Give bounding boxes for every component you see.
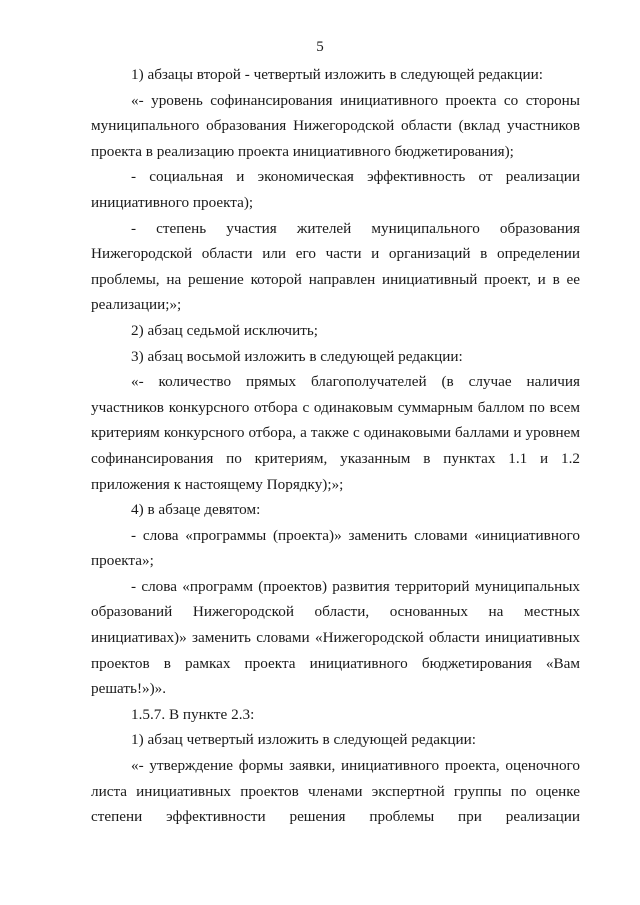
paragraph: 1) абзацы второй - четвертый изложить в следующей редакции: [131,66,543,83]
paragraph: 2) абзац седьмой исключить; [131,321,318,339]
paragraph: «- количество прямых благополучателей (в случае наличия участников конкурсного отбора с одинаковым суммарным баллом по всем критериям конкурсного отбора, а также с одинаковыми баллами и уровнем софинансирования по критериям, указанным в пунктах 1.1 и 1.2 приложения к настоящему Порядку);»; [91,373,580,493]
paragraph: - слова «программ (проектов) развития территорий муниципальных образований Нижегородской области, основанных на местных инициативах)» заменить словами «Нижегородской области инициативных проектов в рамках проекта инициативного бюджетирования «Вам решать!»)». [91,577,580,698]
paragraph: 1.5.7. В пункте 2.3: [131,705,255,723]
paragraph: 4) в абзаце девятом: [131,501,261,519]
paragraph: - степень участия жителей муниципального образования Нижегородской области или его части и организаций в определении проблемы, на решение которой направлен инициативный проект, и в ее реализации;»; [91,219,580,314]
paragraph: - слова «программы (проекта)» заменить словами «инициативного проекта»; [91,526,580,570]
document-body [91,62,580,830]
page-number: 5 [316,39,324,55]
paragraph: «- уровень софинансирования инициативного проекта со стороны муниципального образования Нижегородской области (вклад участников проекта в реализацию проекта инициативного бюджетирования); [91,91,580,160]
paragraph: «- утверждение формы заявки, инициативного проекта, оценочного листа инициативных проектов членами экспертной группы по оценке степени эффективности решения проблемы при реализации [91,757,580,826]
paragraph: - социальная и экономическая эффективность от реализации инициативного проекта); [91,168,580,211]
paragraph: 1) абзац четвертый изложить в следующей редакции: [131,731,476,749]
paragraph: 3) абзац восьмой изложить в следующей редакции: [131,347,463,365]
